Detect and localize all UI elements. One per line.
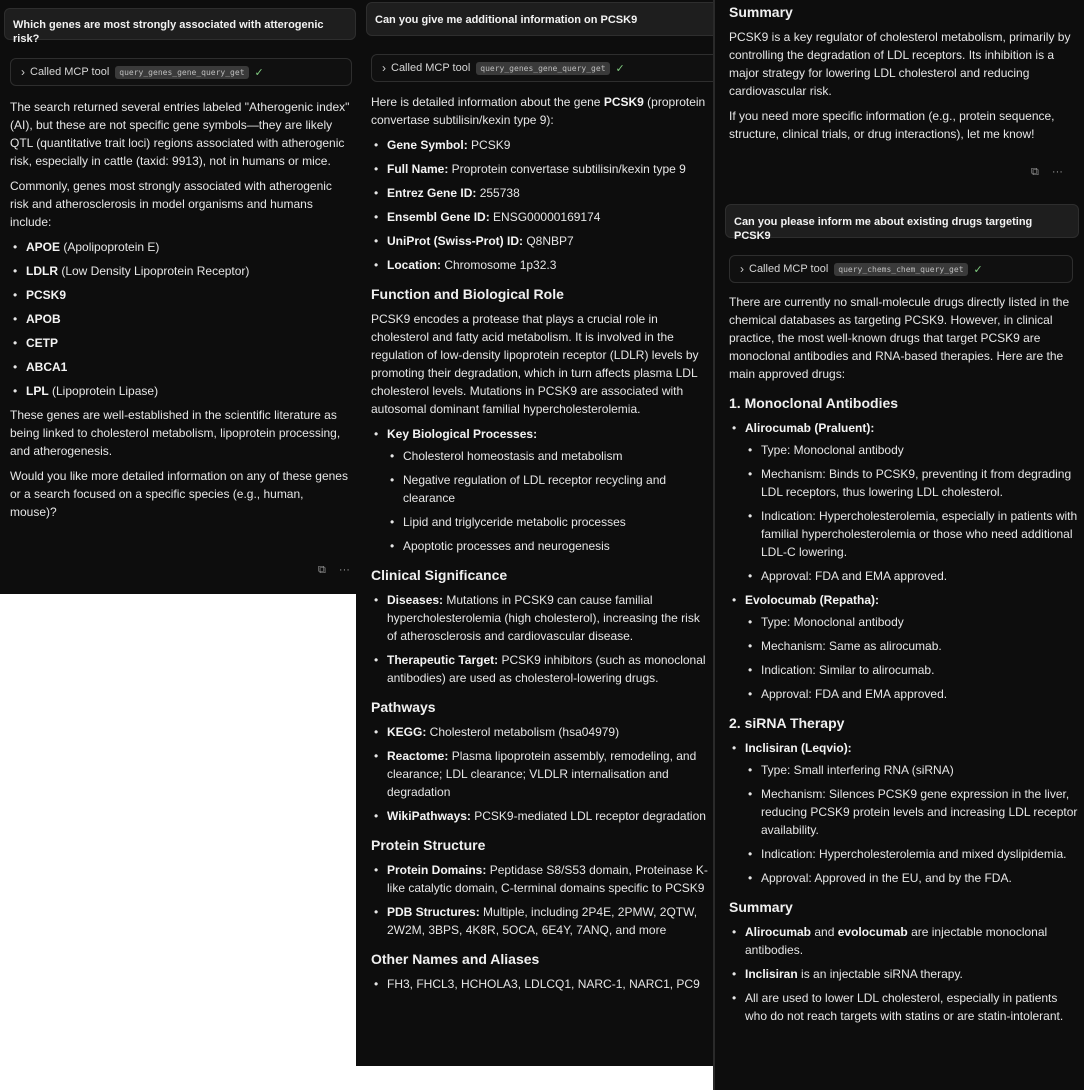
tool-name-badge: query_chems_chem_query_get (834, 263, 967, 276)
list-item: • Reactome: Plasma lipoprotein assembly, remodeling, and clearance; LDL clearance; VLDLR internalisation and degradation (387, 747, 711, 801)
chat-panel-pcsk9-drugs (713, 0, 1084, 1090)
list-item: • WikiPathways: PCSK9-mediated LDL receptor degradation (387, 807, 711, 825)
list-item: • Key Biological Processes: • Cholesterol homeostasis and metabolism • Negative regulation of LDL receptor recycling and clearance • Lipid and triglyceride metabolic processes • Apoptotic processes and neurogenesis (387, 425, 711, 555)
list-item: • PCSK9 (26, 286, 352, 304)
chat-panel-pcsk9-info (356, 0, 714, 1066)
drug-list (729, 739, 1079, 887)
process-list (371, 425, 711, 555)
list-item: • Alirocumab and evolocumab are injectable monoclonal antibodies. (745, 923, 1079, 959)
mcp-tool-call[interactable] (371, 54, 714, 82)
pathway-list (371, 723, 711, 825)
list-item: • Inclisiran is an injectable siRNA therapy. (745, 965, 1079, 983)
chevron-right-icon: › (21, 65, 25, 79)
alias-list (371, 975, 711, 993)
list-item: • KEGG: Cholesterol metabolism (hsa04979) (387, 723, 711, 741)
mcp-tool-call[interactable] (10, 58, 352, 86)
tool-label: Called MCP tool (749, 263, 829, 275)
structure-list (371, 861, 711, 939)
list-item: • All are used to lower LDL cholesterol, especially in patients who do not reach targets with statins or are statin-intolerant. (745, 989, 1079, 1025)
response-paragraph: Here is detailed information about the gene PCSK9 (proprotein convertase subtilisin/kexin type 9): (371, 95, 706, 127)
section-heading: Summary (729, 899, 793, 915)
chat-panel-genes (0, 0, 358, 594)
message-actions (1021, 166, 1063, 179)
response-paragraph: There are currently no small-molecule drugs directly listed in the chemical databases as targeting PCSK9. However, in clinical practice, the most well-known drugs that target PCSK9 are monoclonal antibodies and RNA-based therapies. Here are the main approved drugs: (729, 295, 1070, 381)
list-item: • PDB Structures: Multiple, including 2P4E, 2PMW, 2QTW, 2W2M, 3BPS, 4K8R, 5OCA, 6E4Y, 7ANQ, and more (387, 903, 711, 939)
tool-label: Called MCP tool (391, 62, 471, 74)
chevron-right-icon: › (740, 262, 744, 276)
list-item: • Type: Monoclonal antibody (761, 613, 1079, 631)
more-icon[interactable]: ··· (1051, 166, 1063, 178)
response-paragraph: Commonly, genes most strongly associated with atherogenic risk and atherosclerosis in model organisms and humans include: (10, 179, 332, 229)
list-item: • Diseases: Mutations in PCSK9 can cause familial hypercholesterolemia (high cholesterol), increasing the risk of atherosclerosis and cardiovascular disease. (387, 591, 711, 645)
list-item: • LDLR (Low Density Lipoprotein Receptor) (26, 262, 352, 280)
list-item: • APOB (26, 310, 352, 328)
copy-icon[interactable]: ⧉ (1031, 166, 1039, 178)
response-paragraph: PCSK9 encodes a protease that plays a crucial role in cholesterol and fatty acid metabolism. It is involved in the regulation of low-density lipoprotein receptor (LDLR) levels by promoting their degradation, which in turn affects plasma LDL cholesterol levels. Mutations in PCSK9 are associated with autosomal dominant familial hypercholesterolemia. (371, 312, 699, 416)
section-heading: Function and Biological Role (371, 286, 564, 302)
list-item: • Location: Chromosome 1p32.3 (387, 256, 711, 274)
list-item: • FH3, FHCL3, HCHOLA3, LDLCQ1, NARC-1, NARC1, PC9 (387, 975, 711, 993)
tool-label: Called MCP tool (30, 66, 110, 78)
list-item: • ABCA1 (26, 358, 352, 376)
list-item: • Type: Small interfering RNA (siRNA) (761, 761, 1079, 779)
gene-facts-list (371, 136, 711, 274)
section-heading: Pathways (371, 699, 436, 715)
section-heading: Summary (729, 4, 793, 20)
user-message: Can you give me additional information on PCSK9 (366, 2, 714, 36)
list-item: • UniProt (Swiss-Prot) ID: Q8NBP7 (387, 232, 711, 250)
clinical-list (371, 591, 711, 687)
assistant-response (371, 93, 711, 999)
list-item: • Gene Symbol: PCSK9 (387, 136, 711, 154)
list-item: • Mechanism: Binds to PCSK9, preventing it from degrading LDL receptors, thus lowering LDL cholesterol. (761, 465, 1079, 501)
user-message: Can you please inform me about existing drugs targeting PCSK9 (725, 204, 1079, 238)
response-paragraph: PCSK9 is a key regulator of cholesterol metabolism, primarily by controlling the degradation of LDL receptors. Its inhibition is a major strategy for lowering LDL cholesterol and reducing cardiovascular risk. (729, 30, 1071, 98)
response-paragraph: If you need more specific information (e.g., protein sequence, structure, clinical trials, or drug interactions), let me know! (729, 109, 1055, 141)
drug-list (729, 419, 1079, 703)
list-item: • Cholesterol homeostasis and metabolism (403, 447, 711, 465)
list-item: • LPL (Lipoprotein Lipase) (26, 382, 352, 400)
list-item: • Full Name: Proprotein convertase subtilisin/kexin type 9 (387, 160, 711, 178)
list-item: • Indication: Hypercholesterolemia, especially in patients with familial hypercholesterolemia or those who need additional LDL-C lowering. (761, 507, 1079, 561)
section-heading: Protein Structure (371, 837, 486, 853)
user-message: Which genes are most strongly associated with atterogenic risk? (4, 8, 356, 40)
list-item: • Inclisiran (Leqvio): • Type: Small interfering RNA (siRNA) • Mechanism: Silences PCSK9 gene expression in the liver, reducing PCSK9 protein levels and increasing LDL receptor availability. • Indication: Hypercholesterolemia and mixed dyslipidemia. • Approval: Approved in the EU, and by the FDA. (745, 739, 1079, 887)
list-item: • Therapeutic Target: PCSK9 inhibitors (such as monoclonal antibodies) are used as cholesterol-lowering drugs. (387, 651, 711, 687)
list-item: • Type: Monoclonal antibody (761, 441, 1079, 459)
list-item: • Approval: FDA and EMA approved. (761, 685, 1079, 703)
list-item: • Lipid and triglyceride metabolic processes (403, 513, 711, 531)
list-item: • Apoptotic processes and neurogenesis (403, 537, 711, 555)
chevron-right-icon: › (382, 61, 386, 75)
list-item: • Alirocumab (Praluent): • Type: Monoclonal antibody • Mechanism: Binds to PCSK9, preventing it from degrading LDL receptors, thus lowering LDL cholesterol. • Indication: Hypercholesterolemia, especially in patients with familial hypercholesterolemia or those who need additional LDL-C lowering. • Approval: FDA and EMA approved. (745, 419, 1079, 585)
list-item: • Mechanism: Same as alirocumab. (761, 637, 1079, 655)
message-actions (308, 564, 350, 577)
list-item: • Evolocumab (Repatha): • Type: Monoclonal antibody • Mechanism: Same as alirocumab. • Indication: Similar to alirocumab. • Approval: FDA and EMA approved. (745, 591, 1079, 703)
list-item: • Approval: Approved in the EU, and by the FDA. (761, 869, 1079, 887)
check-icon: ✓ (615, 62, 625, 75)
check-icon: ✓ (254, 66, 264, 79)
tool-name-badge: query_genes_gene_query_get (476, 62, 609, 75)
list-item: • Indication: Similar to alirocumab. (761, 661, 1079, 679)
list-item: • Mechanism: Silences PCSK9 gene expression in the liver, reducing PCSK9 protein levels and increasing LDL receptor availability. (761, 785, 1079, 839)
list-item: • Approval: FDA and EMA approved. (761, 567, 1079, 585)
assistant-response (729, 293, 1079, 1031)
more-icon[interactable]: ··· (338, 564, 350, 576)
assistant-response (10, 98, 352, 528)
section-heading: 1. Monoclonal Antibodies (729, 395, 899, 411)
list-item: • APOE (Apolipoprotein E) (26, 238, 352, 256)
response-paragraph: These genes are well-established in the scientific literature as being linked to cholesterol metabolism, lipoprotein processing, and atherogenesis. (10, 408, 341, 458)
list-item: • Protein Domains: Peptidase S8/S53 domain, Proteinase K-like catalytic domain, C-terminal domains specific to PCSK9 (387, 861, 711, 897)
mcp-tool-call[interactable] (729, 255, 1073, 283)
list-item: • Negative regulation of LDL receptor recycling and clearance (403, 471, 711, 507)
assistant-response-summary (729, 2, 1079, 150)
section-heading: Other Names and Aliases (371, 951, 540, 967)
copy-icon[interactable]: ⧉ (318, 564, 326, 576)
section-heading: Clinical Significance (371, 567, 508, 583)
section-heading: 2. siRNA Therapy (729, 715, 845, 731)
response-paragraph: Would you like more detailed information on any of these genes or a search focused on a specific species (e.g., human, mouse)? (10, 469, 348, 519)
list-item: • Indication: Hypercholesterolemia and mixed dyslipidemia. (761, 845, 1079, 863)
tool-name-badge: query_genes_gene_query_get (115, 66, 248, 79)
response-paragraph: The search returned several entries labeled "Atherogenic index" (AI), but these are not specific gene symbols—they are likely QTL (quantitative trait loci) regions associated with atherogenic risk, especially in cattle (taxid: 9913), not in humans or mice. (10, 100, 350, 168)
list-item: • Ensembl Gene ID: ENSG00000169174 (387, 208, 711, 226)
summary-list (729, 923, 1079, 1025)
list-item: • Entrez Gene ID: 255738 (387, 184, 711, 202)
list-item: • CETP (26, 334, 352, 352)
check-icon: ✓ (973, 263, 983, 276)
gene-list (10, 238, 352, 400)
